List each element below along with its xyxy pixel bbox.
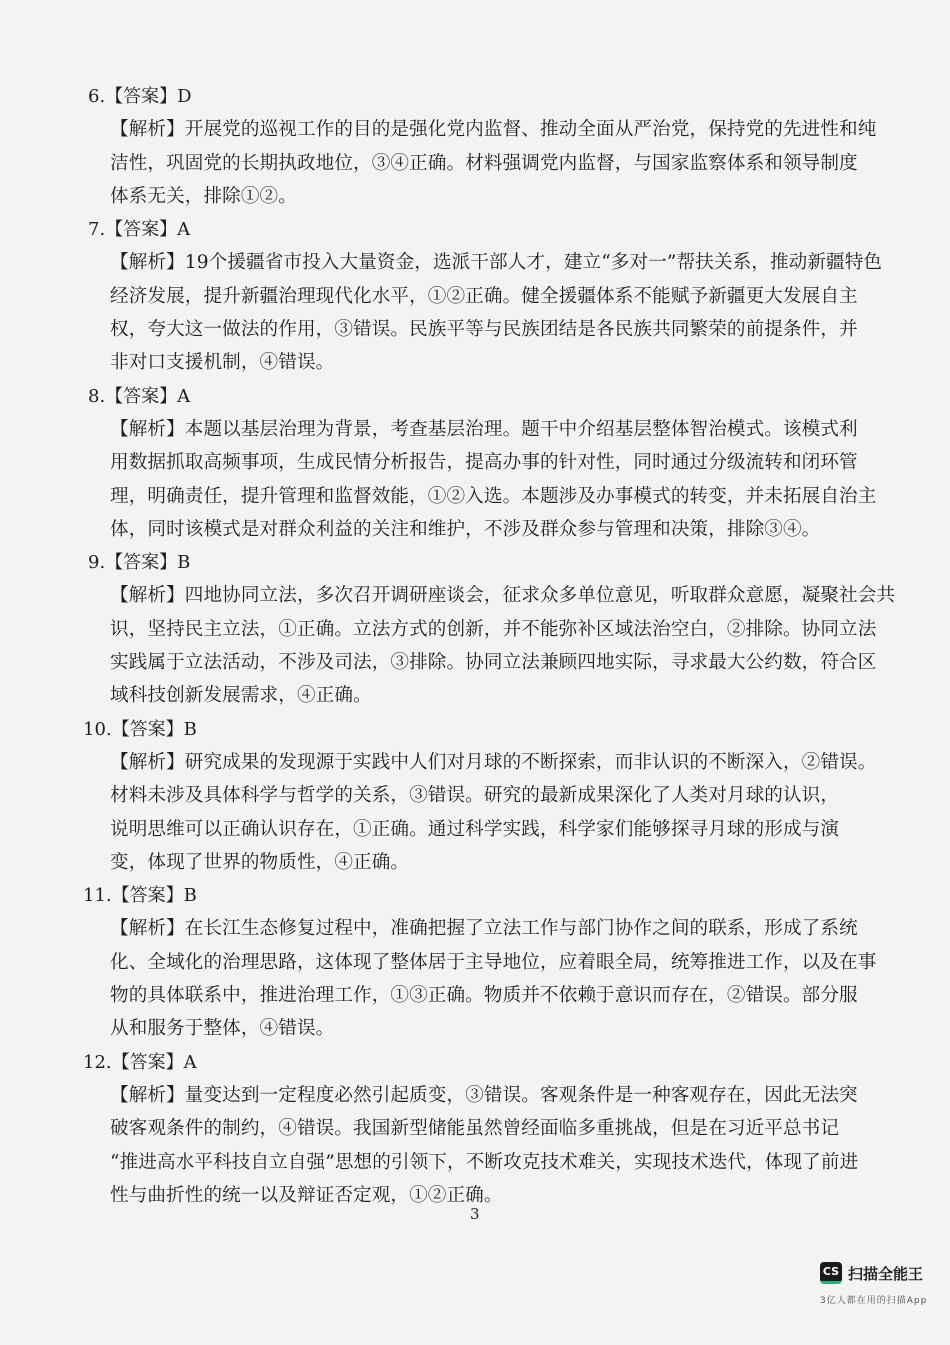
question-block <box>83 879 877 1045</box>
analysis-line: 洁性，巩固党的长期执政地位，③④正确。材料强调党内监督，与国家监察体系和领导制度 <box>110 152 858 174</box>
analysis-line: 用数据抓取高频事项，生成民情分析报告，提高办事的针对性，同时通过分级流转和闭环管 <box>110 452 858 474</box>
analysis-line: 【解析】本题以基层治理为背景，考查基层治理。题干中介绍基层整体智治模式。该模式利 <box>110 418 858 440</box>
analysis-line: 化、全域化的治理思路，这体现了整体居于主导地位，应着眼全局，统筹推进工作，以及在事 <box>110 951 877 973</box>
answer-line: 7.【答案】A <box>88 219 191 241</box>
answer-line: 11.【答案】B <box>83 885 197 907</box>
answer-document <box>83 80 896 1212</box>
analysis-line: 【解析】量变达到一定程度必然引起质变，③错误。客观条件是一种客观存在，因此无法突 <box>110 1084 858 1106</box>
analysis-line: “推进高水平科技自立自强”思想的引领下，不断攻克技术难关，实现技术迭代，体现了前进 <box>110 1151 859 1173</box>
analysis-line: 识，坚持民主立法，①正确。立法方式的创新，并不能弥补区域法治空白，②排除。协同立法 <box>110 618 877 640</box>
answer-line: 9.【答案】B <box>88 552 191 574</box>
analysis-line: 【解析】四地协同立法，多次召开调研座谈会，征求众多单位意见，听取群众意愿，凝聚社会共 <box>110 585 896 607</box>
analysis-line: 理，明确责任，提升管理和监督效能，①②入选。本题涉及办事模式的转变，并未拓展自治主 <box>110 485 877 507</box>
question-block <box>83 1046 859 1212</box>
analysis-line: 【解析】在长江生态修复过程中，准确把握了立法工作与部门协作之间的联系，形成了系统 <box>110 918 858 940</box>
answer-line: 10.【答案】B <box>83 718 197 740</box>
question-block <box>88 546 896 712</box>
analysis-line: 材料未涉及具体科学与哲学的关系，③错误。研究的最新成果深化了人类对月球的认识， <box>110 785 840 807</box>
analysis-line: 变，体现了世界的物质性，④正确。 <box>110 851 410 873</box>
answer-line: 12.【答案】A <box>83 1051 197 1073</box>
analysis-line: 域科技创新发展需求，④正确。 <box>110 685 372 707</box>
analysis-line: 物的具体联系中，推进治理工作，①③正确。物质并不依赖于意识而存在，②错误。部分服 <box>110 985 858 1007</box>
analysis-line: 体，同时该模式是对群众利益的关注和维护，不涉及群众参与管理和决策，排除③④。 <box>110 518 821 540</box>
watermark-slogan: 3亿人都在用的扫描App <box>820 1296 928 1306</box>
analysis-line: 体系无关，排除①②。 <box>110 185 297 207</box>
page-number: 3 <box>470 1205 480 1223</box>
analysis-line: 权，夸大这一做法的作用，③错误。民族平等与民族团结是各民族共同繁荣的前提条件，并 <box>110 319 858 341</box>
camscanner-logo-icon: CS <box>820 1262 842 1284</box>
question-block <box>83 713 877 879</box>
analysis-line: 性与曲折性的统一以及辩证否定观，①②正确。 <box>110 1184 503 1206</box>
analysis-line: 【解析】研究成果的发现源于实践中人们对月球的不断探索，而非认识的不断深入，②错误。 <box>110 751 877 773</box>
analysis-line: 非对口支援机制，④错误。 <box>110 352 335 374</box>
answer-line: 6.【答案】D <box>88 86 192 107</box>
analysis-line: 破客观条件的制约，④错误。我国新型储能虽然曾经面临多重挑战，但是在习近平总书记 <box>110 1118 840 1140</box>
analysis-line: 经济发展，提升新疆治理现代化水平，①②正确。健全援疆体系不能赋予新疆更大发展自主 <box>110 285 858 307</box>
question-block <box>88 380 877 546</box>
question-block <box>88 213 883 379</box>
analysis-line: 从和服务于整体，④错误。 <box>110 1018 335 1040</box>
question-block <box>88 80 877 213</box>
answer-line: 8.【答案】A <box>88 385 191 407</box>
analysis-line: 实践属于立法活动，不涉及司法，③排除。协同立法兼顾四地实际，寻求最大公约数，符合区 <box>110 652 877 674</box>
analysis-line: 【解析】19个援疆省市投入大量资金，选派干部人才，建立“多对一”帮扶关系，推动新疆特色 <box>110 252 883 274</box>
scanner-watermark <box>820 1262 923 1284</box>
analysis-line: 【解析】开展党的巡视工作的目的是强化党内监督、推动全面从严治党，保持党的先进性和纯 <box>110 119 877 141</box>
watermark-brand: 扫描全能王 <box>848 1264 924 1283</box>
analysis-line: 说明思维可以正确认识存在，①正确。通过科学实践，科学家们能够探寻月球的形成与演 <box>110 818 840 840</box>
